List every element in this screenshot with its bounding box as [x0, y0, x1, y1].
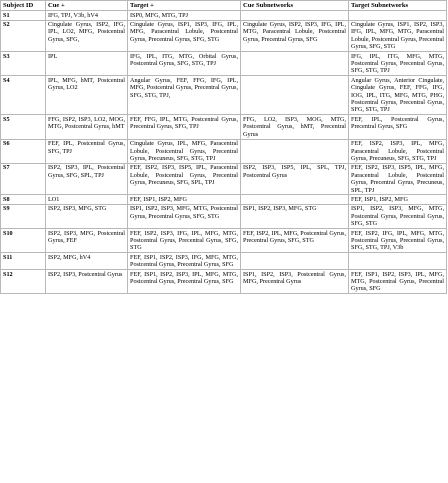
subject-id-cell: S12 — [1, 270, 46, 294]
table-row — [1, 139, 447, 163]
target-subnetworks-cell: FEF, IPL, Postcentral Gyrus, Precentral Gyrus, SFG — [349, 115, 447, 139]
target-subnetworks-cell: FEF, ISP2, ISP3, ISP5, IPL, MFG, Paracentral Lobule, Postcentral Gyrus, Precentral Gyrus, Precuneus, SPL, TPJ — [349, 163, 447, 195]
target-plus-cell: Cingulate Gyrus, ISP1, ISP3, IFG, IPL, MFG, Paracentral Lobule, Postcentral Gyrus, Precentral Gyrus, SFG, STG — [128, 20, 241, 52]
table-row — [1, 229, 447, 253]
target-plus-cell: Cingulate Gyrus, IPL, MFG, Paracentral Lobule, Postcentral Gyrus, Precentral Gyrus, Precuneus, SFG, STG, TPJ — [128, 139, 241, 163]
table-row — [1, 20, 447, 52]
table-row — [1, 76, 447, 115]
table-row — [1, 195, 447, 204]
subject-id-cell: S2 — [1, 20, 46, 52]
table-row — [1, 270, 447, 294]
cue-plus-cell: IPL — [46, 52, 128, 76]
target-subnetworks-cell: FEF, ISP2, IFG, IPL, MFG, MTG, Postcentral Gyrus, Precentral Gyrus, SFG, STG, TPJ, V3b — [349, 229, 447, 253]
cue-subnetworks-cell — [241, 139, 349, 163]
target-plus-cell: FEF, ISP1, ISP2, MFG — [128, 195, 241, 204]
target-subnetworks-cell: FEF, ISP1, ISP2, ISP3, IPL, MFG, MTG, Postcentral Gyrus, Precentral Gyrus, SFG — [349, 270, 447, 294]
cue-subnetworks-cell: ISP1, ISP2, ISP3, Postcentral Gyrus, MFG, Precentral Gyrus — [241, 270, 349, 294]
cue-plus-cell: ISP2, MFG, hV4 — [46, 253, 128, 270]
target-subnetworks-cell — [349, 11, 447, 20]
cue-subnetworks-cell: ISP1, ISP2, ISP3, MFG, STG — [241, 204, 349, 228]
target-plus-cell: FEF, ISP2, ISP3, ISP5, IPL, Paracentral Lobule, Postcentral Gyrus, Precentral Gyrus, Precuneus, SFG, SPL, TPJ — [128, 163, 241, 195]
subject-id-cell: S4 — [1, 76, 46, 115]
subject-id-cell: S3 — [1, 52, 46, 76]
table-row — [1, 253, 447, 270]
cue-plus-cell: ISP2, ISP3, IPL, Postcentral Gyrus, SFG, SPL, TPJ — [46, 163, 128, 195]
target-plus-cell: Angular Gyrus, FEF, FFG, IFG, IPL, MFG, Postcentral Gyrus, Precentral Gyrus, SFG, STG, TPJ, — [128, 76, 241, 115]
cue-subnetworks-cell: FFG, LO2, ISP3, MOG, MTG, Postcentral Gyrus, hMT, Precentral Gyrus — [241, 115, 349, 139]
cue-plus-cell: FFG, ISP2, ISP3, LO2, MOG, MTG, Postcentral Gyrus, hMT — [46, 115, 128, 139]
header-cue-plus: Cue + — [46, 1, 128, 11]
target-plus-cell: ISP1, ISP2, ISP3, MFG, MTG, Postcentral Gyrus, Precentral Gyrus, SFG, STG — [128, 204, 241, 228]
subject-id-cell: S10 — [1, 229, 46, 253]
cue-plus-cell: ISP2, ISP3, MFG, STG — [46, 204, 128, 228]
cue-subnetworks-cell: Cingulate Gyrus, ISP2, ISP3, IFG, IPL, MTG, Paracentral Lobule, Postcentral Gyrus, Precentral Gyrus, SFG — [241, 20, 349, 52]
target-plus-cell: FEF, ISP1, ISP2, ISP3, IPL, MFG, MTG, Postcentral Gyrus, Precentral Gyrus, SFG — [128, 270, 241, 294]
subject-id-cell: S9 — [1, 204, 46, 228]
cue-plus-cell: LO1 — [46, 195, 128, 204]
target-plus-cell: FEF, FFG, IPL, MTG, Postcentral Gyrus, Precentral Gyrus, SFG, TPJ — [128, 115, 241, 139]
subject-id-cell: S7 — [1, 163, 46, 195]
cue-subnetworks-cell — [241, 195, 349, 204]
table-row — [1, 204, 447, 228]
cue-plus-cell: ISP2, ISP3, Postcentral Gyrus — [46, 270, 128, 294]
target-subnetworks-cell: Angular Gyrus, Anterior Cingulate, Cingulate Gyrus, FEF, FFG, IFG, IOG, IPL, ITG, MFG, MTG, PHG, Postcentral Gyrus, Precentral Gyrus, SFG, STG, TPJ — [349, 76, 447, 115]
cue-plus-cell: Cingulate Gyrus, ISP2, IFG, IPL, LO2, MFG, Postcentral Gyrus, SFG, — [46, 20, 128, 52]
cue-subnetworks-cell: FEF, ISP2, IPL, MFG, Postcentral Gyrus, Precentral Gyrus, SFG, STG — [241, 229, 349, 253]
cue-plus-cell: ISP2, ISP3, MFG, Postcentral Gyrus, FEF — [46, 229, 128, 253]
cue-subnetworks-cell — [241, 11, 349, 20]
cue-plus-cell: IFG, TPJ, V3b, hV4 — [46, 11, 128, 20]
target-plus-cell: FEF, ISP2, ISP3, IFG, IPL, MFG, MTG, Postcentral Gyrus, Precentral Gyrus, SFG, STG — [128, 229, 241, 253]
header-target-plus: Target + — [128, 1, 241, 11]
target-plus-cell: FEF, ISP1, ISP2, ISP3, IFG, MFG, MTG, Postcentral Gyrus, Precentral Gyrus, SFG — [128, 253, 241, 270]
cue-subnetworks-cell — [241, 76, 349, 115]
header-cue-subnetworks: Cue Subnetworks — [241, 1, 349, 11]
cue-plus-cell: FEF, IPL, Postcentral Gyrus, SFG, TPJ — [46, 139, 128, 163]
target-plus-cell: ISP0, MFG, MTG, TPJ — [128, 11, 241, 20]
table-header-row — [1, 1, 447, 11]
subject-id-cell: S8 — [1, 195, 46, 204]
target-subnetworks-cell: FEF, ISP1, ISP2, MFG — [349, 195, 447, 204]
subject-id-cell: S11 — [1, 253, 46, 270]
target-subnetworks-cell: FEF, ISP2, ISP3, IPL, MFG, Paracentral Lobule, Postcentral Gyrus, Precuneus, SFG, STG, TPJ — [349, 139, 447, 163]
table-row — [1, 11, 447, 20]
subject-id-cell: S1 — [1, 11, 46, 20]
cue-subnetworks-cell — [241, 253, 349, 270]
target-subnetworks-cell: IFG, IPL, ITG, MFG, MTG, Postcentral Gyrus, Precentral Gyrus, SFG, STG, TPJ — [349, 52, 447, 76]
table-row — [1, 52, 447, 76]
cue-plus-cell: IPL, MFG, hMT, Postcentral Gyrus, LO2 — [46, 76, 128, 115]
header-subject-id: Subject ID — [1, 1, 46, 11]
subject-id-cell: S5 — [1, 115, 46, 139]
table-row — [1, 115, 447, 139]
target-subnetworks-cell: Cingulate Gyrus, ISP1, ISP2, ISP3, IFG, IPL, MFG, MTG, Paracentral Lobule, Postcentral Gyrus, Precentral Gyrus, SFG, STG — [349, 20, 447, 52]
cue-subnetworks-cell — [241, 52, 349, 76]
header-target-subnetworks: Target Subnetworks — [349, 1, 447, 11]
target-plus-cell: IFG, IPL, ITG, MTG, Orbital Gyrus, Postcentral Gyrus, SFG, STG, TPJ — [128, 52, 241, 76]
table-row — [1, 163, 447, 195]
target-subnetworks-cell — [349, 253, 447, 270]
cue-subnetworks-cell: ISP2, ISP3, ISP5, IPL, SPL, TPJ, Postcentral Gyrus — [241, 163, 349, 195]
subject-id-cell: S6 — [1, 139, 46, 163]
target-subnetworks-cell: ISP1, ISP2, ISP3, MFG, MTG, Postcentral Gyrus, Precentral Gyrus, SFG, STG — [349, 204, 447, 228]
